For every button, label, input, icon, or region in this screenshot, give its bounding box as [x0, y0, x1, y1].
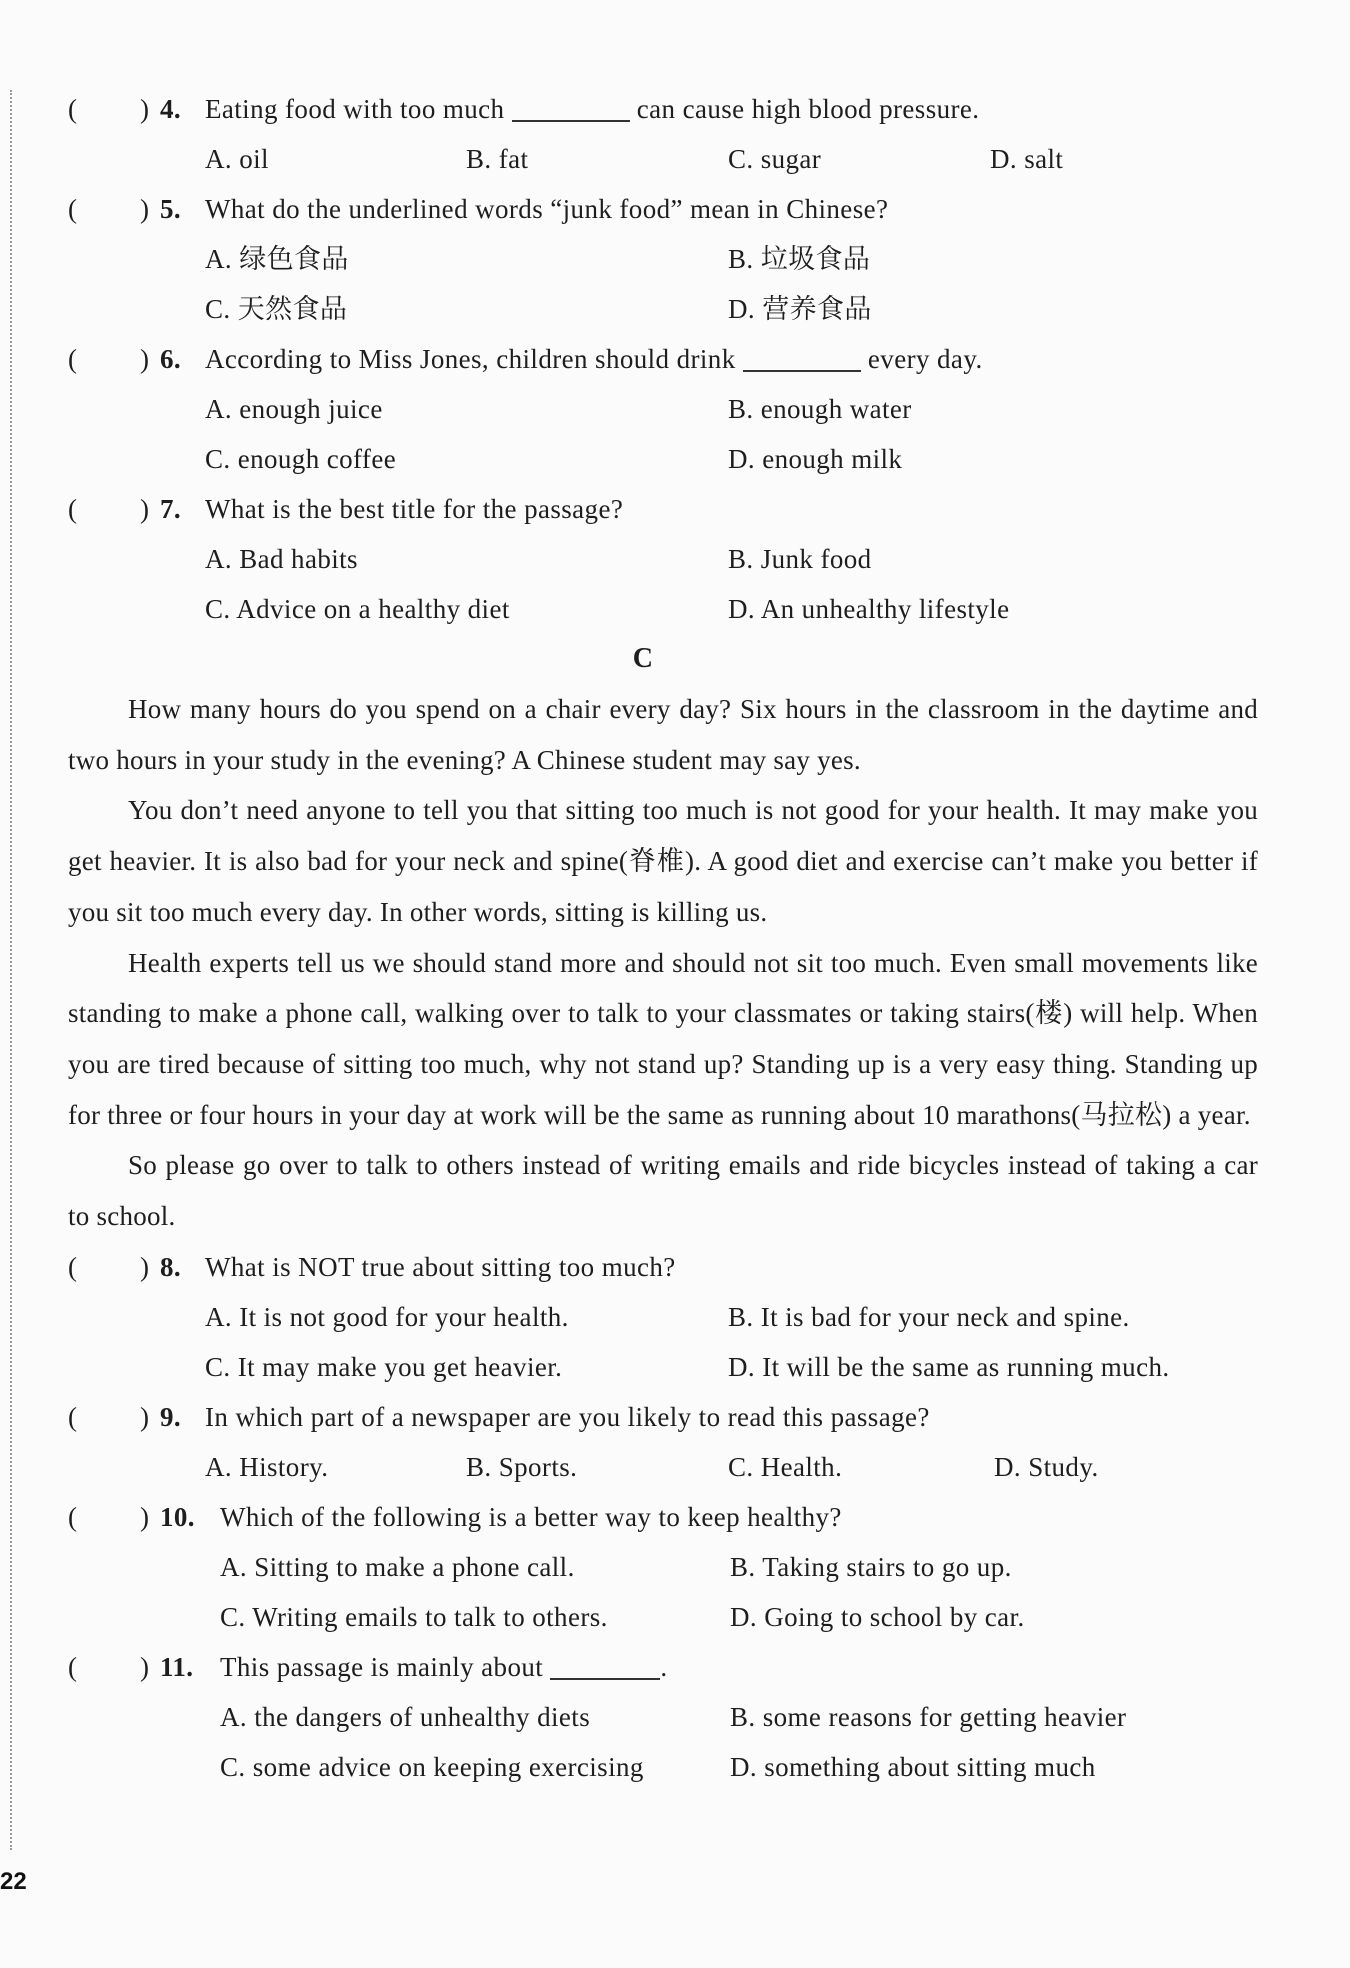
answer-paren-open: (: [68, 1651, 78, 1682]
options-row: [68, 134, 1258, 184]
option-c: C. some advice on keeping exercising: [220, 1751, 644, 1782]
page-number: 22: [0, 1868, 27, 1895]
options-row: [68, 434, 1258, 484]
passage-paragraph: How many hours do you spend on a chair every day? Six hours in the classroom in the daytime and two hours in your study in the evening? A Chinese student may say yes.: [68, 694, 1258, 775]
question-6: [68, 334, 1258, 384]
option-b: B. Taking stairs to go up.: [730, 1551, 1012, 1582]
answer-paren-close: ): [140, 194, 150, 224]
option-d: D. 营养食品: [728, 294, 872, 324]
answer-blank: [743, 340, 861, 372]
question-text: Which of the following is a better way to keep healthy?: [220, 1501, 842, 1532]
answer-paren-close: ): [140, 1251, 150, 1282]
option-b: B. enough water: [728, 394, 912, 424]
question-number: 11.: [160, 1651, 194, 1682]
question-text: This passage is mainly about .: [220, 1642, 667, 1692]
option-c: C. 天然食品: [205, 294, 348, 324]
option-b: B. some reasons for getting heavier: [730, 1701, 1127, 1732]
binding-margin-line: [10, 90, 12, 1850]
option-c: C. enough coffee: [205, 444, 397, 474]
question-text: In which part of a newspaper are you likely to read this passage?: [205, 1401, 930, 1432]
option-a: A. 绿色食品: [205, 244, 349, 274]
option-a: A. Bad habits: [205, 544, 358, 574]
option-d: D. salt: [990, 144, 1064, 174]
option-c: C. Writing emails to talk to others.: [220, 1601, 608, 1632]
option-a: A. It is not good for your health.: [205, 1301, 569, 1332]
question-7: [68, 484, 1258, 534]
option-a: A. History.: [205, 1451, 329, 1482]
answer-paren-open: (: [68, 1401, 78, 1432]
answer-blank: [512, 90, 630, 122]
options-row: [68, 234, 1258, 284]
answer-paren-close: ): [140, 94, 150, 124]
options-row: [68, 534, 1258, 584]
options-row: [68, 584, 1258, 634]
question-text: What do the underlined words “junk food” mean in Chinese?: [205, 194, 889, 224]
answer-paren-open: (: [68, 1501, 78, 1532]
option-a: A. the dangers of unhealthy diets: [220, 1701, 591, 1732]
options-row: [68, 1542, 1258, 1592]
option-d: D. Going to school by car.: [730, 1601, 1025, 1632]
options-row: [68, 1292, 1258, 1342]
option-b: B. Sports.: [466, 1451, 578, 1482]
question-number: 7.: [160, 494, 182, 524]
question-text: What is NOT true about sitting too much?: [205, 1251, 676, 1282]
answer-paren-open: (: [68, 1251, 78, 1282]
question-text: According to Miss Jones, children should drink every day.: [205, 334, 983, 384]
answer-paren-open: (: [68, 344, 78, 374]
passage-paragraph: Health experts tell us we should stand more and should not sit too much. Even small movements like standing to make a phone call, walking over to talk to your classmates or taking stairs(楼) will help. When you are tired because of sitting too much, why not stand up? Standing up is a very easy thing. Standing up for three or four hours in your day at work will be the same as running about 10 marathons(马拉松) a year.: [68, 947, 1258, 1130]
question-number: 10.: [160, 1501, 195, 1532]
question-9: [68, 1392, 1258, 1442]
question-text: Eating food with too much can cause high blood pressure.: [205, 84, 979, 134]
answer-paren-close: ): [140, 494, 150, 524]
option-c: C. It may make you get heavier.: [205, 1351, 563, 1382]
option-d: D. Study.: [994, 1451, 1099, 1482]
option-d: D. An unhealthy lifestyle: [728, 594, 1010, 624]
passage-paragraph: So please go over to talk to others instead of writing emails and ride bicycles instead of taking a car to school.: [68, 1150, 1258, 1232]
answer-paren-close: ): [140, 1501, 150, 1532]
question-4: [68, 84, 1258, 134]
answer-paren-close: ): [140, 1651, 150, 1682]
options-row: [68, 284, 1258, 334]
option-b: B. Junk food: [728, 544, 872, 574]
option-a: A. enough juice: [205, 394, 383, 424]
option-c: C. Advice on a healthy diet: [205, 594, 510, 624]
answer-paren-open: (: [68, 194, 78, 224]
option-c: C. Health.: [728, 1451, 843, 1482]
question-number: 6.: [160, 344, 182, 374]
question-10: [68, 1492, 1258, 1542]
question-5: [68, 184, 1258, 234]
section-title: C: [632, 643, 654, 674]
option-d: D. something about sitting much: [730, 1751, 1096, 1782]
option-a: A. Sitting to make a phone call.: [220, 1551, 575, 1582]
question-number: 4.: [160, 94, 182, 124]
options-row: [68, 1692, 1258, 1742]
options-row: [68, 1442, 1258, 1492]
option-d: D. It will be the same as running much.: [728, 1351, 1170, 1382]
answer-paren-open: (: [68, 494, 78, 524]
question-number: 5.: [160, 194, 182, 224]
answer-blank: [550, 1648, 660, 1680]
content-area: [68, 84, 1258, 1792]
option-d: D. enough milk: [728, 444, 903, 474]
option-c: C. sugar: [728, 144, 822, 174]
options-row: [68, 384, 1258, 434]
options-row: [68, 1742, 1258, 1792]
question-8: [68, 1242, 1258, 1292]
answer-paren-close: ): [140, 1401, 150, 1432]
passage-paragraph: You don’t need anyone to tell you that sitting too much is not good for your health. It may make you get heavier. It is also bad for your neck and spine(脊椎). A good diet and exercise can’t make you better if you sit too much every day. In other words, sitting is killing us.: [68, 795, 1258, 927]
options-row: [68, 1342, 1258, 1392]
question-number: 9.: [160, 1401, 182, 1432]
answer-paren-close: ): [140, 344, 150, 374]
question-11: [68, 1642, 1258, 1692]
question-text: What is the best title for the passage?: [205, 494, 624, 524]
option-b: B. fat: [466, 144, 529, 174]
option-a: A. oil: [205, 144, 269, 174]
option-b: B. 垃圾食品: [728, 244, 871, 274]
options-row: [68, 1592, 1258, 1642]
option-b: B. It is bad for your neck and spine.: [728, 1301, 1130, 1332]
answer-paren-open: (: [68, 94, 78, 124]
question-number: 8.: [160, 1251, 182, 1282]
